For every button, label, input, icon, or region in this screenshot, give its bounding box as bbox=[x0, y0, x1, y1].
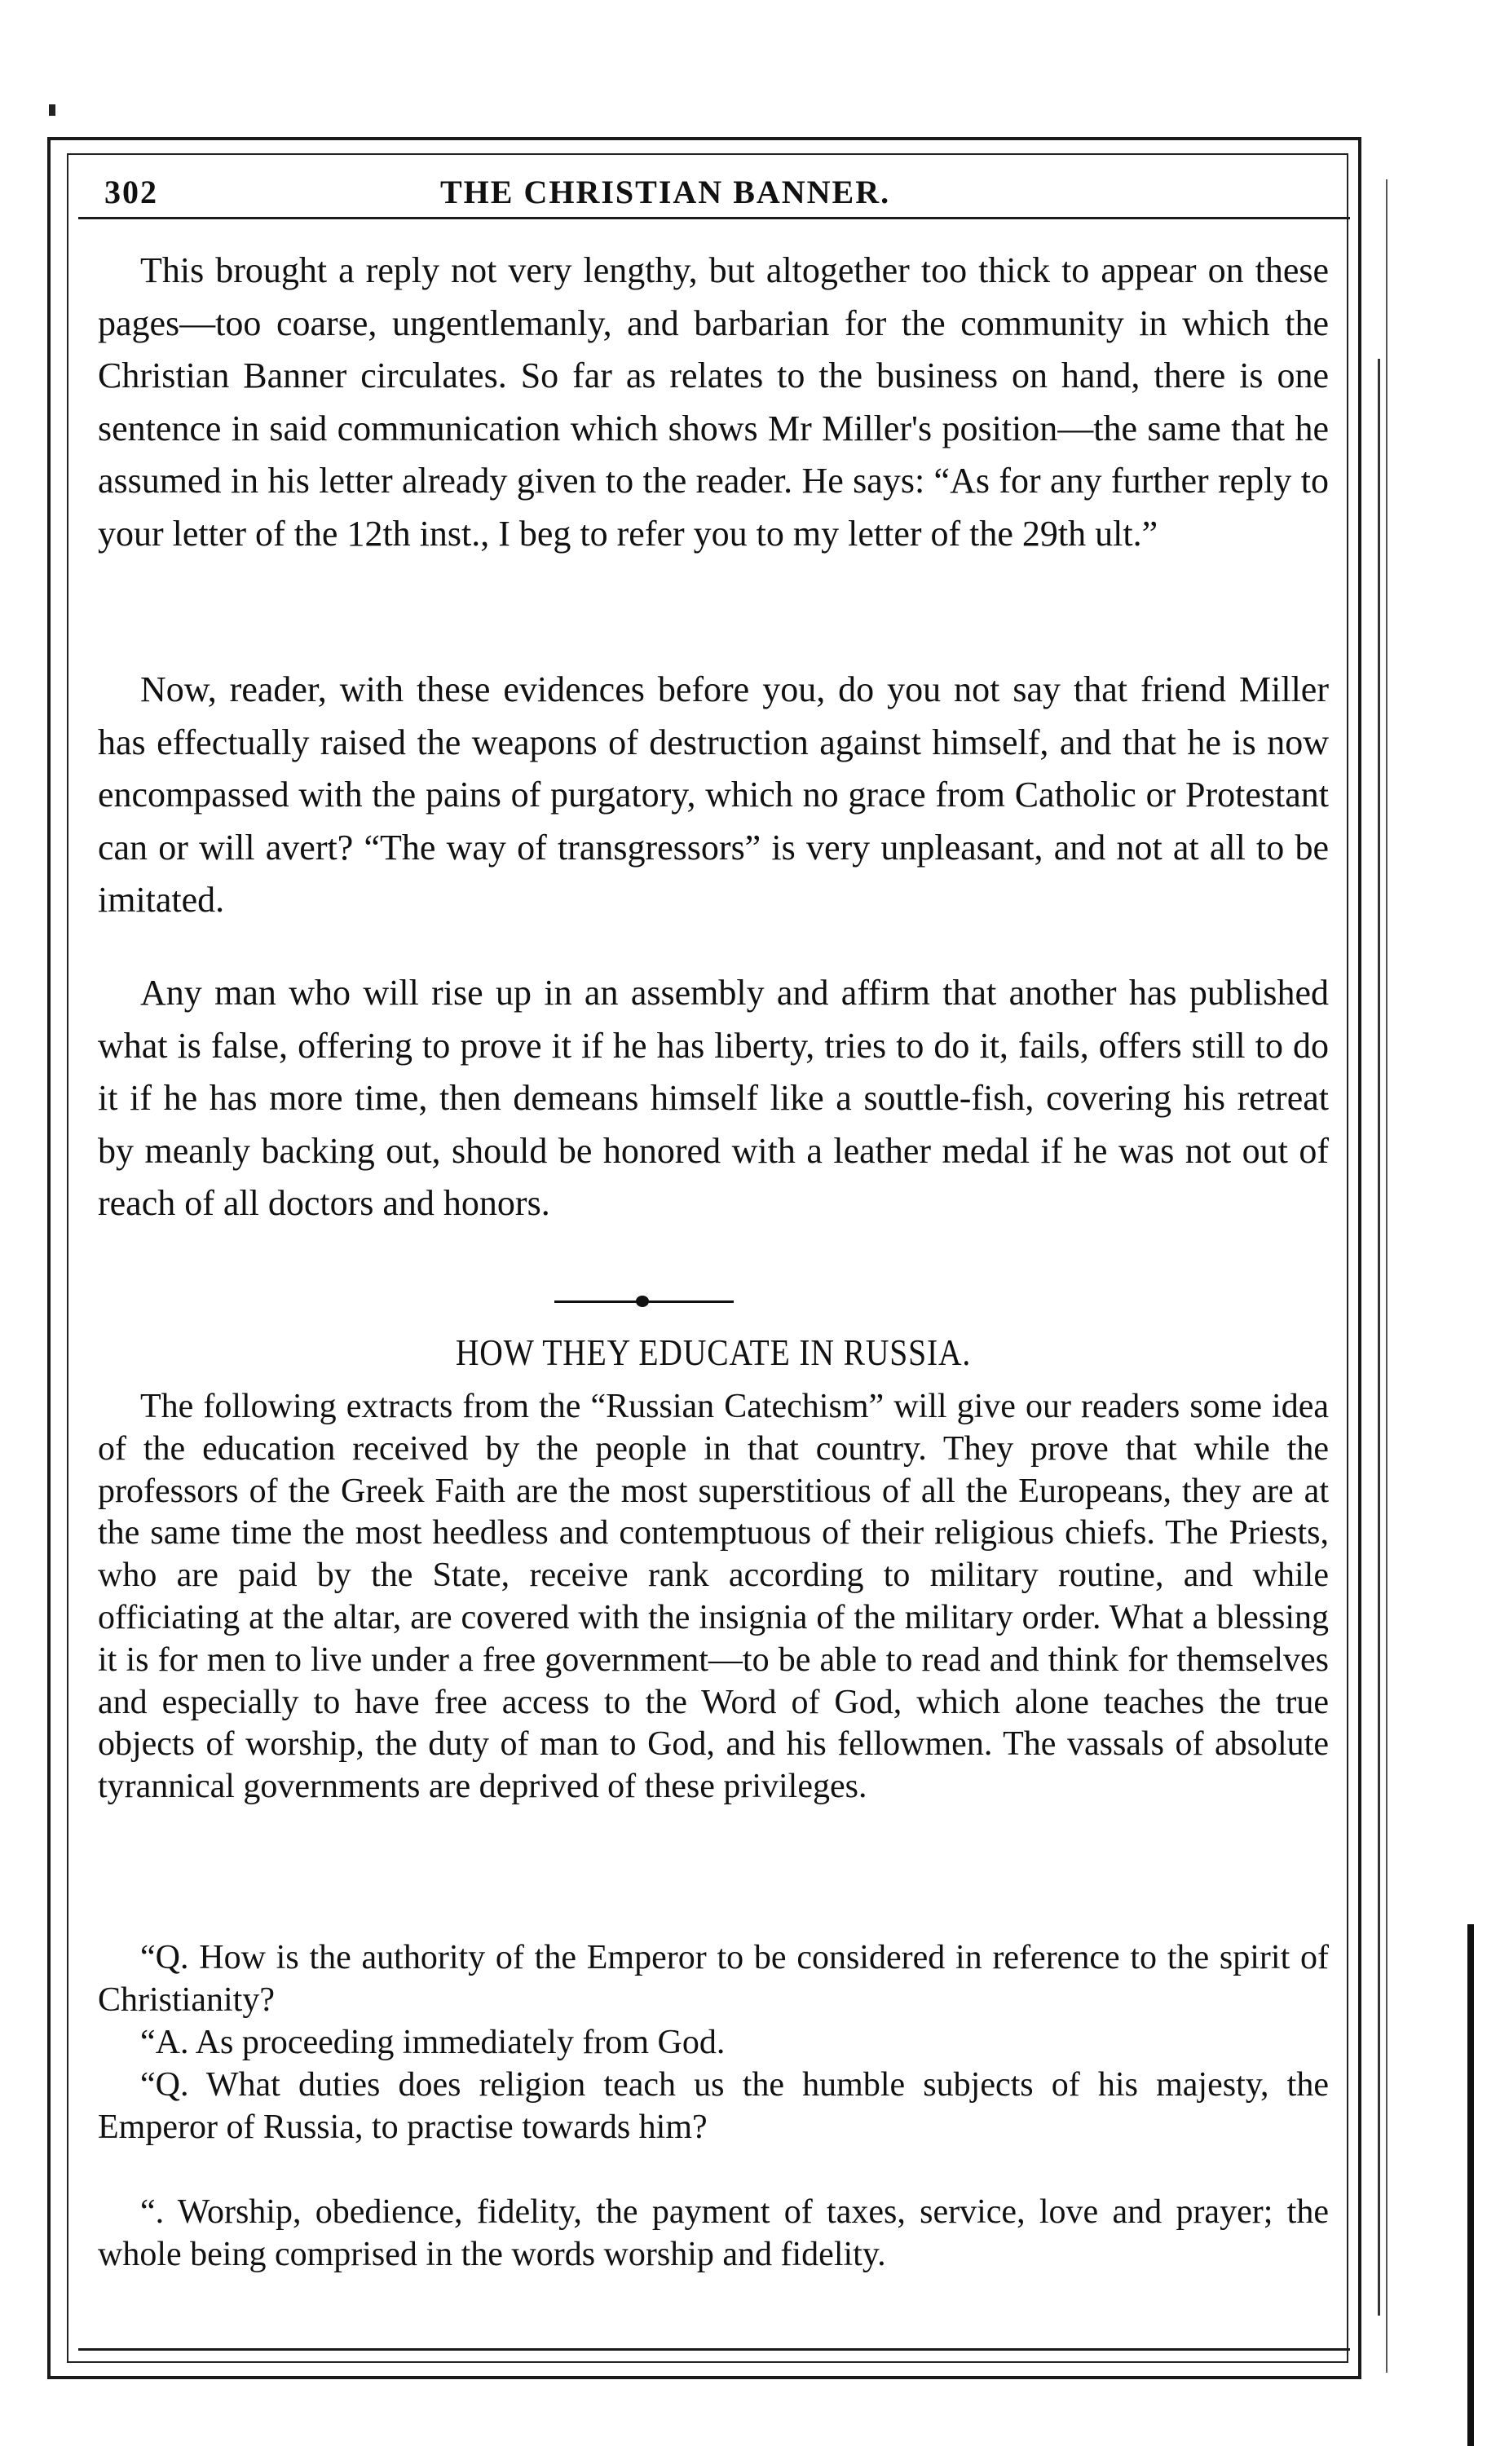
divider-dot bbox=[636, 1296, 649, 1307]
margin-line bbox=[1386, 179, 1388, 2373]
print-speck bbox=[49, 104, 55, 116]
section-title: HOW THEY EDUCATE IN RUSSIA. bbox=[455, 1331, 972, 1373]
page-number: 302 bbox=[104, 174, 158, 210]
running-header bbox=[90, 168, 1345, 217]
article-paragraph: This brought a reply not very lengthy, but altogether too thick to appear on these pages—too coarse, ungentlemanly, and barbarian for the community in which the Christian Banner circulates. So far as relates to the business on hand, there is one sentence in said communication which shows Mr Miller's position—the same that he assumed in his letter already given to the reader. He says: “As for any further reply to your letter of the 12th inst., I beg to refer you to my letter of the 29th ult.” bbox=[98, 250, 1329, 554]
catechism-question: “Q. How is the authority of the Emperor to be considered in reference to the spirit of Christianity? bbox=[98, 1939, 1329, 2019]
bottom-rule bbox=[78, 2348, 1350, 2351]
catechism-answer: “. Worship, obedience, fidelity, the payment of taxes, service, love and prayer; the whole being comprised in the words worship and fidelity. bbox=[98, 2193, 1329, 2273]
article-paragraph: Now, reader, with these evidences before you, do you not say that friend Miller has effectually raised the weapons of destruction against himself, and that he is now encompassed with the pains of purgatory, which no grace from Catholic or Protestant can or will avert? “The way of transgressors” is very unpleasant, and not at all to be imitated. bbox=[98, 669, 1329, 920]
header-rule bbox=[78, 217, 1350, 219]
running-title: THE CHRISTIAN BANNER. bbox=[440, 174, 891, 210]
section-divider-ornament bbox=[554, 1298, 734, 1306]
catechism-question: “Q. What duties does religion teach us the humble subjects of his majesty, the Emperor of Russia, to practise towards him? bbox=[98, 2066, 1329, 2146]
section-intro: The following extracts from the “Russian Catechism” will give our readers some idea of the education received by the people in that country. They prove that while the professors of the Greek Faith are the most superstitious of all the Europeans, they are at the same time the most heedless and contemptuous of their religious chiefs. The Priests, who are paid by the State, receive rank according to military routine, and while officiating at the altar, are covered with the insignia of the military order. What a blessing it is for men to live under a free government—to be able to read and think for themselves and especially to have free access to the Word of God, which alone teaches the true objects of worship, the duty of man to God, and his fellowmen. The vassals of absolute tyrannical governments are deprived of these privileges. bbox=[98, 1388, 1329, 1806]
margin-line bbox=[1378, 359, 1380, 2316]
catechism-answer: “A. As proceeding immediately from God. bbox=[140, 2024, 726, 2061]
scan-edge-bar bbox=[1467, 1924, 1474, 2446]
article-paragraph: Any man who will rise up in an assembly and affirm that another has published what is false, offering to prove it if he has liberty, tries to do it, fails, offers still to do it if he has more time, then demeans himself like a souttle-fish, covering his retreat by meanly backing out, should be honored with a leather medal if he was not out of reach of all doctors and honors. bbox=[98, 973, 1329, 1223]
